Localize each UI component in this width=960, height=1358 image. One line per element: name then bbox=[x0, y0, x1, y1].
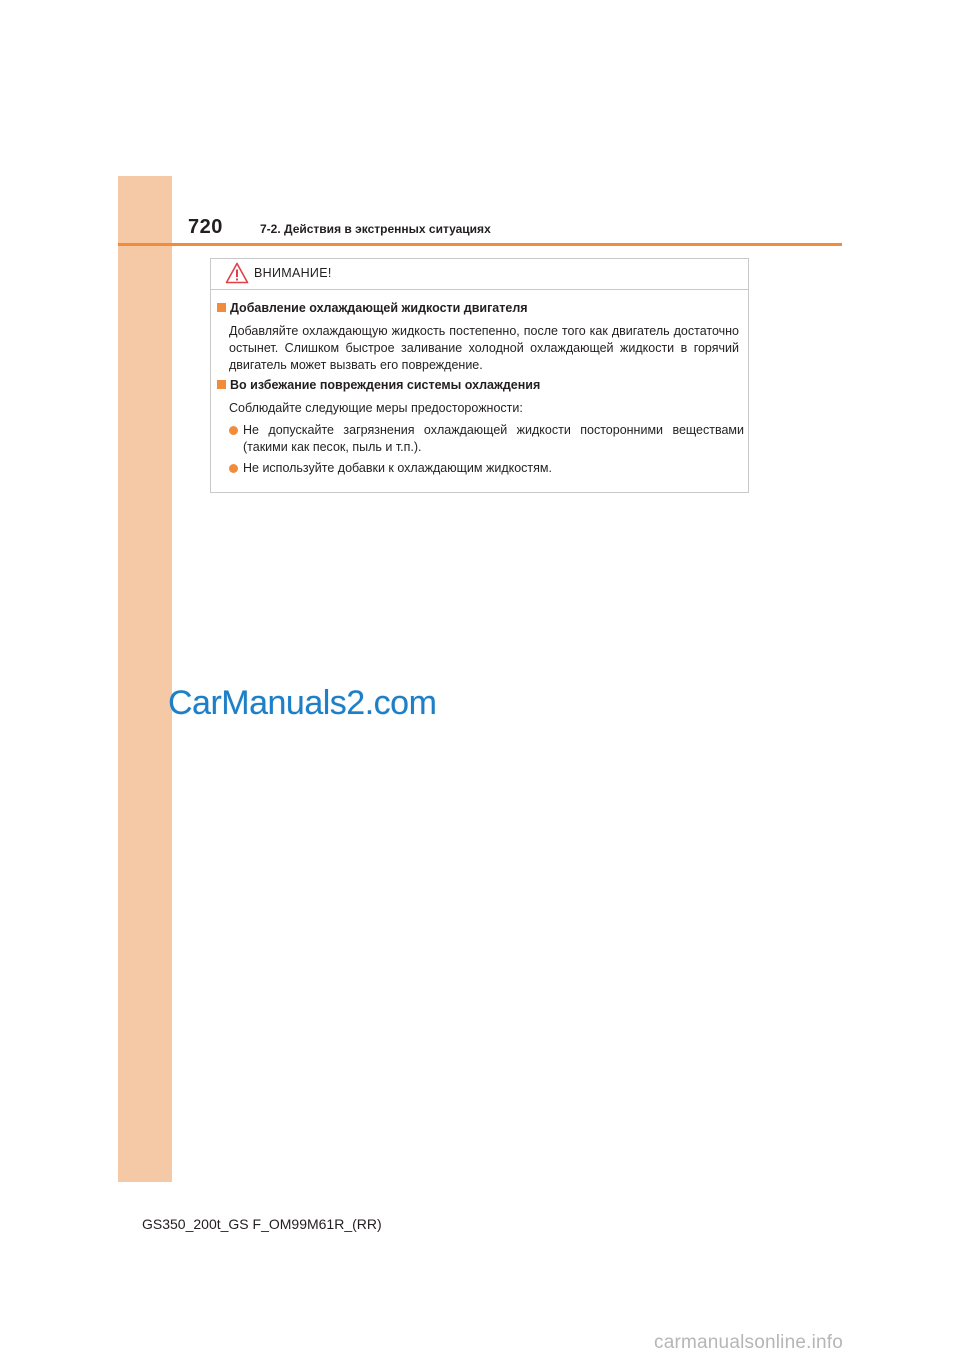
warning-title: ВНИМАНИЕ! bbox=[254, 266, 332, 280]
section-title: 7-2. Действия в экстренных ситуациях bbox=[260, 222, 491, 236]
warning-triangle-icon bbox=[225, 262, 249, 284]
topic-heading-cooling-protection bbox=[217, 378, 540, 392]
list-item bbox=[229, 460, 744, 477]
site-watermark: carmanualsonline.info bbox=[654, 1332, 844, 1353]
footer-doc-code: GS350_200t_GS F_OM99M61R_(RR) bbox=[142, 1216, 382, 1232]
topic-heading-text: Во избежание повреждения системы охлаждения bbox=[230, 378, 541, 392]
circle-bullet-icon bbox=[229, 464, 238, 473]
circle-bullet-icon bbox=[229, 426, 238, 435]
page-header bbox=[118, 210, 842, 246]
warning-box bbox=[210, 258, 749, 493]
watermark-logo: CarManuals2.com bbox=[168, 684, 437, 722]
topic-heading-text: Добавление охлаждающей жидкости двигателя bbox=[230, 301, 528, 315]
side-tab-band bbox=[118, 176, 172, 1182]
header-rule bbox=[118, 243, 842, 246]
warning-header bbox=[211, 259, 748, 290]
topic-paragraph: Добавляйте охлаждающую жидкость постепенно, после того как двигатель достаточно остынет. Слишком быстрое заливание холодной охлаждающей жидкости в горячий двигатель может вызвать его повреждение. bbox=[229, 324, 739, 372]
square-bullet-icon bbox=[217, 303, 226, 312]
topic-heading-coolant-adding bbox=[217, 301, 528, 315]
topic-paragraph: Соблюдайте следующие меры предосторожности: bbox=[229, 401, 523, 415]
page-number: 720 bbox=[188, 216, 223, 238]
square-bullet-icon bbox=[217, 380, 226, 389]
list-item bbox=[229, 422, 744, 456]
list-item-text: Не допускайте загрязнения охлаждающей жидкости посторонними веществами (такими как песок, пыль и т.п.). bbox=[243, 423, 744, 454]
list-item-text: Не используйте добавки к охлаждающим жидкостям. bbox=[243, 461, 552, 475]
